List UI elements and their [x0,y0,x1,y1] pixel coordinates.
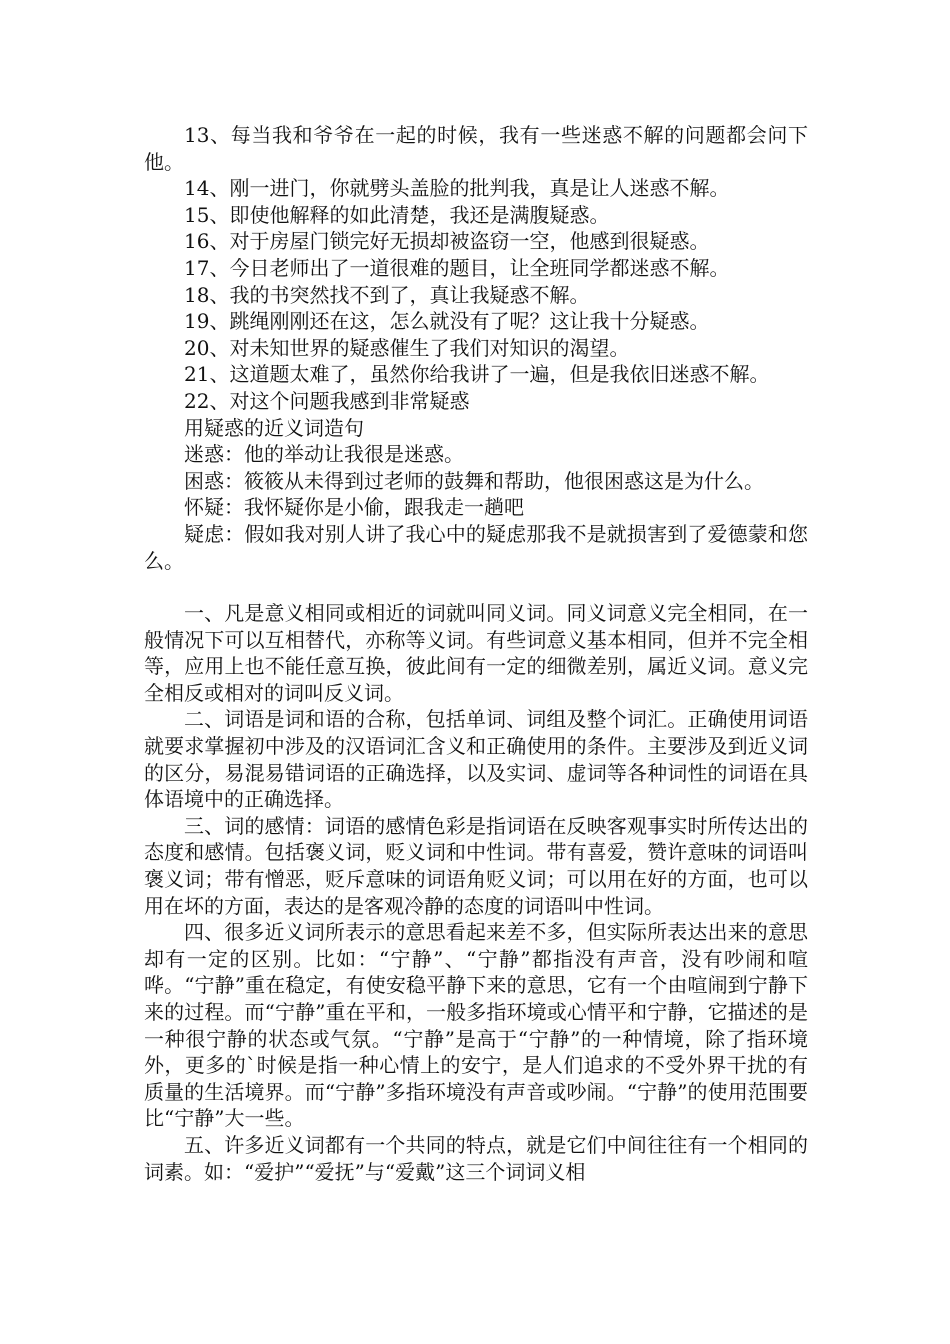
list-item-14: 14、刚一进门，你就劈头盖脸的批判我，真是让人迷惑不解。 [184,176,730,201]
list-item-22: 22、对这个问题我感到非常疑惑 [184,388,470,413]
synonym-example-yilv: 疑虑：假如我对别人讲了我心中的疑虑那我不是就损害到了爱德蒙和您么。 [144,521,808,573]
synonym-example-kunhuo: 困惑：筱筱从未得到过老师的鼓舞和帮助，他很困惑这是为什么。 [184,468,764,493]
list-item-18: 18、我的书突然找不到了，真让我疑惑不解。 [184,282,590,307]
list-item-20: 20、对未知世界的疑惑催生了我们对知识的渴望。 [184,335,630,360]
list-item-16: 16、对于房屋门锁完好无损却被盗窃一空，他感到很疑惑。 [184,229,710,254]
section-spacer [144,574,808,600]
list-item-21: 21、这道题太难了，虽然你给我讲了一遍，但是我依旧迷惑不解。 [184,362,770,387]
explanation-paragraph-5: 五、许多近义词都有一个共同的特点，就是它们中间往往有一个相同的词素。如：“爱护”“爱抚”与“爱戴”这三个词词义相 [144,1132,808,1184]
explanation-paragraph-1: 一、凡是意义相同或相近的词就叫同义词。同义词意义完全相同，在一般情况下可以互相替代，亦称等义词。有些词意义基本相同，但并不完全相等，应用上也不能任意互换，彼此间有一定的细微差别，属近义词。意义完全相反或相对的词叫反义词。 [144,601,808,705]
explanation-paragraph-3: 三、词的感情：词语的感情色彩是指词语在反映客观事实时所传达出的态度和感情。包括褒义词，贬义词和中性词。带有喜爱，赞许意味的词语叫褒义词；带有憎恶，贬斥意味的词语角贬义词；可以用在好的方面，也可以用在坏的方面，表达的是客观冷静的态度的词语叫中性词。 [144,813,808,918]
document-page [144,122,808,1185]
list-item-13: 13、每当我和爷爷在一起的时候，我有一些迷惑不解的问题都会问下他。 [144,123,808,174]
list-item-17: 17、今日老师出了一道很难的题目，让全班同学都迷惑不解。 [184,255,730,280]
explanation-paragraph-4: 四、很多近义词所表示的意思看起来差不多，但实际所表达出来的意思却有一定的区别。比如：“宁静”、“宁静”都指没有声音，没有吵闹和喧哗。“宁静”重在稳定，有使安稳平静下来的意思，它有一个由喧闹到宁静下来的过程。而“宁静”重在平和，一般多指环境或心情平和宁静，它描述的是一种很宁静的状态或气氛。“宁静”是高于“宁静”的一种情境，除了指环境外，更多的`时候是指一种心情上的安宁，是人们追求的不受外界干扰的有质量的生活境界。而“宁静”多指环境没有声音或吵闹。“宁静”的使用范围要比“宁静”大一些。 [144,920,808,1131]
explanation-paragraph-2: 二、词语是词和语的合称，包括单词、词组及整个词汇。正确使用词语就要求掌握初中涉及的汉语词汇含义和正确使用的条件。主要涉及到近义词的区分，易混易错词语的正确选择，以及实词、虚词等各种词性的词语在具体语境中的正确选择。 [144,707,808,812]
list-item-15: 15、即使他解释的如此清楚，我还是满腹疑惑。 [184,202,610,227]
synonym-heading: 用疑惑的近义词造句 [184,415,364,440]
synonym-example-huaiyi: 怀疑：我怀疑你是小偷，跟我走一趟吧 [184,495,524,520]
synonym-example-mihuo: 迷惑：他的举动让我很是迷惑。 [184,442,464,467]
list-item-19: 19、跳绳刚刚还在这，怎么就没有了呢？这让我十分疑惑。 [184,309,710,334]
